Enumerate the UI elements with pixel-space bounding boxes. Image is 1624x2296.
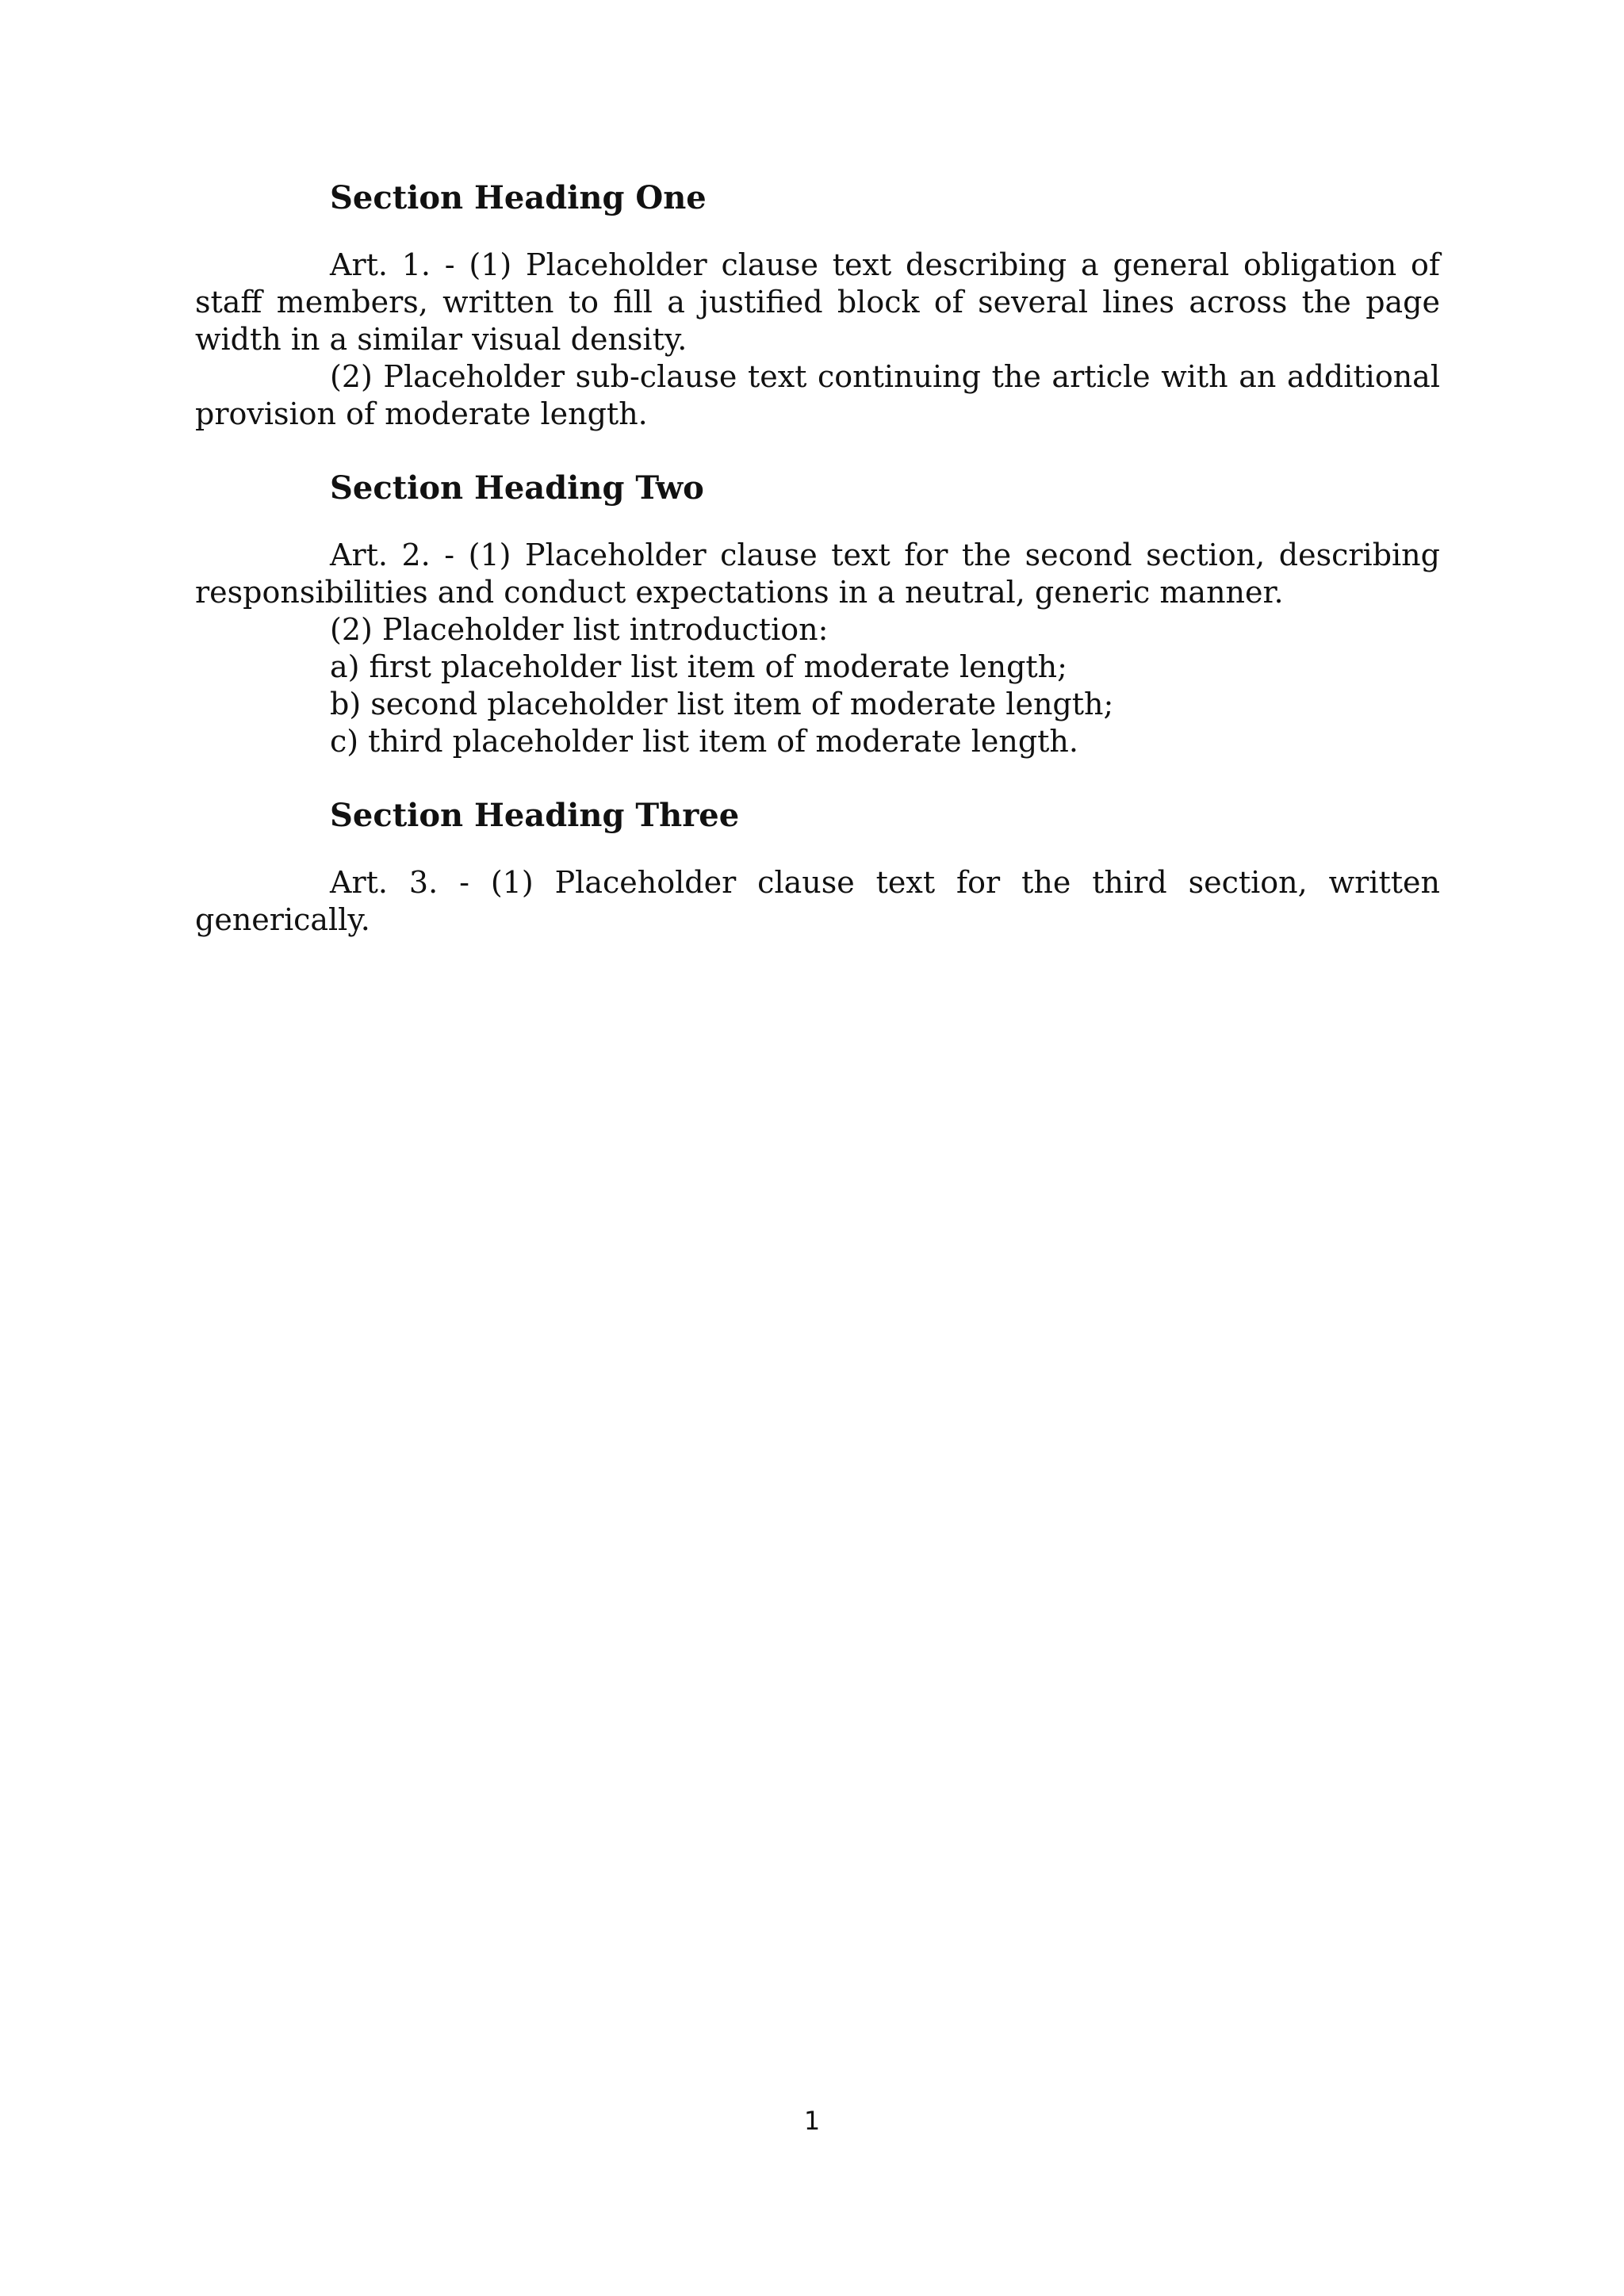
paragraph: Art. 2. - (1) Placeholder clause text for the second section, describing responsibilities and conduct expectations in a neutral, generic manner.: [195, 538, 1440, 610]
paragraph: (2) Placeholder list introduction:: [330, 612, 829, 647]
list-item: c) third placeholder list item of moderate length.: [330, 724, 1078, 759]
paragraph: Art. 1. - (1) Placeholder clause text describing a general obligation of staff members, written to fill a justified block of several lines across the page width in a similar visual density.: [195, 247, 1440, 357]
page-number: 1: [803, 2106, 821, 2136]
paragraph: (2) Placeholder sub-clause text continuing the article with an additional provision of moderate length.: [195, 359, 1440, 431]
section-title: Section Heading One: [330, 179, 707, 216]
section-title: Section Heading Three: [330, 797, 740, 834]
list-item: b) second placeholder list item of moderate length;: [330, 687, 1114, 721]
paragraph: Art. 3. - (1) Placeholder clause text for the third section, written generically.: [195, 865, 1440, 937]
list-item: a) first placeholder list item of moderate length;: [330, 649, 1067, 684]
section-title: Section Heading Two: [330, 469, 704, 507]
document-page: [195, 179, 1440, 939]
